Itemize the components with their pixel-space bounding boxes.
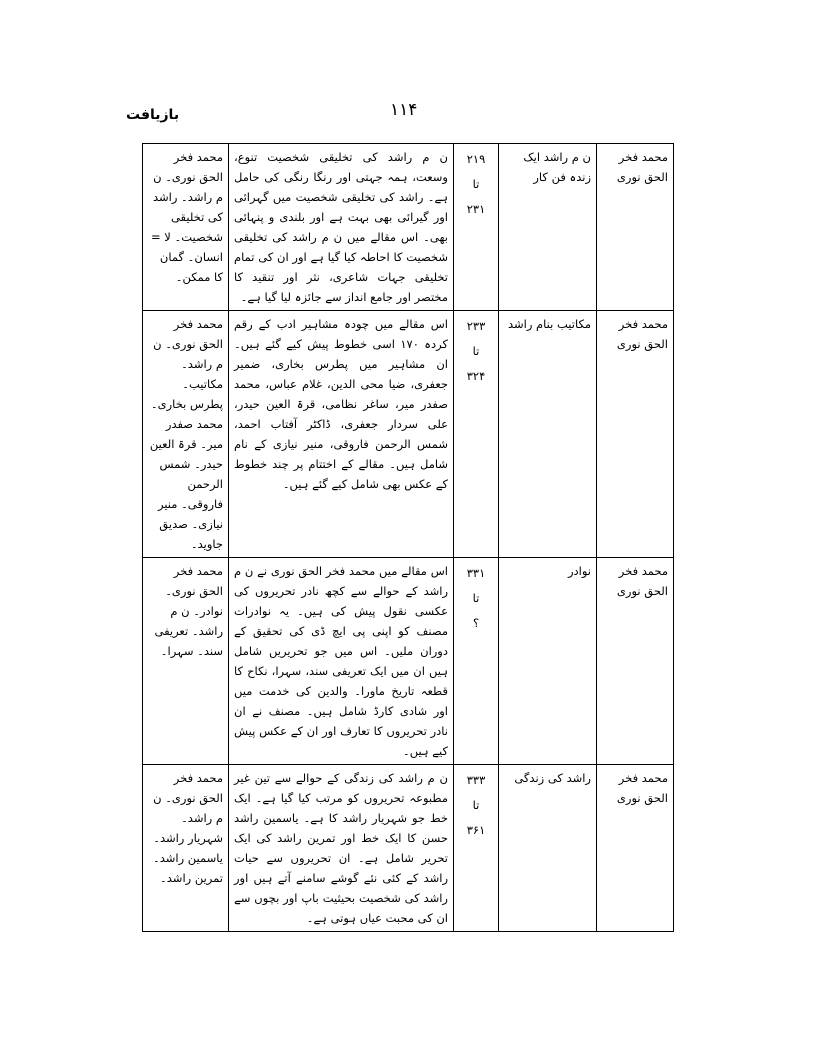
page-end: ۳۶۱ [466,823,486,837]
page-end: ؟ [472,616,480,630]
page-start: ۳۳۳ [466,773,486,787]
author-cell: محمد فخر الحق نوری [597,558,674,765]
title-cell: مکاتیب بنام راشد [499,311,597,558]
keywords-cell: محمد فخر الحق نوری۔ ن م راشد۔ شہریار راشد۔ یاسمین راشد۔ تمرین راشد۔ [143,765,229,932]
page-separator: تا [472,344,480,358]
summary-cell: اس مقالے میں چودہ مشاہیر ادب کے رقم کردہ ۱۷۰ اسی خطوط پیش کیے گئے ہیں۔ ان مشاہیر میں پطرس بخاری، ضمیر جعفری، ضیا محی الدین، غلام عباس، محمد صفدر میر، ساغر نظامی، قرۃ العین حیدر، علی سردار جعفری، ڈاکٹر آفتاب احمد، شمس الرحمن فاروقی، منیر نیازی کے نام شامل ہیں۔ مقالے کے اختتام پر چند خطوط کے عکس بھی شامل کیے گئے ہیں۔ [229,311,454,558]
title-cell: نوادر [499,558,597,765]
author-cell: محمد فخر الحق نوری [597,765,674,932]
title-cell: راشد کی زندگی [499,765,597,932]
page-start: ۲۱۹ [466,152,486,166]
author-cell: محمد فخر الحق نوری [597,311,674,558]
summary-cell: اس مقالے میں محمد فخر الحق نوری نے ن م راشد کے حوالے سے کچھ نادر تحریروں کی عکسی نقول پیش کی ہیں۔ یہ نوادرات مصنف کو اپنی پی ایچ ڈی کی تحقیق کے دوران ملیں۔ اس میں جو تحریریں شامل ہیں ان میں ایک تعریفی سند، سہرا، نکاح کا قطعہ تاریخ ماورا۔ والدین کی خدمت میں اور شادی کارڈ شامل ہیں۔ مصنف نے ان نادر تحریروں کا تعارف اور ان کے عکس پیش کیے ہیں۔ [229,558,454,765]
page-end: ۲۳۱ [466,202,486,216]
table-row [143,311,674,558]
page-separator: تا [472,177,480,191]
pages-cell [454,765,499,932]
keywords-cell: محمد فخر الحق نوری۔ ن م راشد۔ مکاتیب۔ پطرس بخاری۔ محمد صفدر میر۔ قرۃ العین حیدر۔ شمس الرحمن فاروقی۔ منیر نیازی۔ صدیق جاوید۔ [143,311,229,558]
page-start: ۳۳۱ [466,566,486,580]
pages-cell [454,311,499,558]
page-start: ۲۳۳ [466,319,486,333]
pages-cell [454,144,499,311]
author-cell: محمد فخر الحق نوری [597,144,674,311]
page-separator: تا [472,591,480,605]
keywords-cell: محمد فخر الحق نوری۔ ن م راشد۔ راشد کی تخلیقی شخصیت۔ لا = انسان۔ گمان کا ممکن۔ [143,144,229,311]
table-row [143,558,674,765]
summary-cell: ن م راشد کی تخلیقی شخصیت تنوع، وسعت، ہمہ جہتی اور رنگا رنگی کی حامل ہے۔ راشد کی تخلیقی شخصیت میں گہرائی اور گیرائی بھی بہت ہے اور بلندی و پنہائی بھی۔ اس مقالے میں ن م راشد کی تخلیقی شخصیت کا احاطہ کیا گیا ہے اور ان کی تمام تخلیقی جہات شاعری، نثر اور تنقید کا مختصر اور جامع انداز سے جائزہ لیا گیا ہے۔ [229,144,454,311]
keywords-cell: محمد فخر الحق نوری۔ نوادر۔ ن م راشد۔ تعریفی سند۔ سہرا۔ [143,558,229,765]
title-cell: ن م راشد ایک زندہ فن کار [499,144,597,311]
summary-cell: ن م راشد کی زندگی کے حوالے سے تین غیر مطبوعہ تحریروں کو مرتب کیا گیا ہے۔ ایک خط جو شہریار راشد کا ہے۔ یاسمین راشد حسن کا ایک خط اور تمرین راشد کی ایک تحریر شامل ہے۔ ان تحریروں سے حیات راشد کے کئی نئے گوشے سامنے آتے ہیں اور راشد کی شخصیت بحیثیت باپ اور بچوں سے ان کی محبت عیاں ہوتی ہے۔ [229,765,454,932]
table-row [143,144,674,311]
article-index-table [142,143,674,932]
table-row [143,765,674,932]
page-separator: تا [472,798,480,812]
pages-cell [454,558,499,765]
page-number: ۱۱۴ [390,100,418,120]
running-head: بازیافت [126,107,180,123]
page-end: ۳۲۴ [466,369,486,383]
